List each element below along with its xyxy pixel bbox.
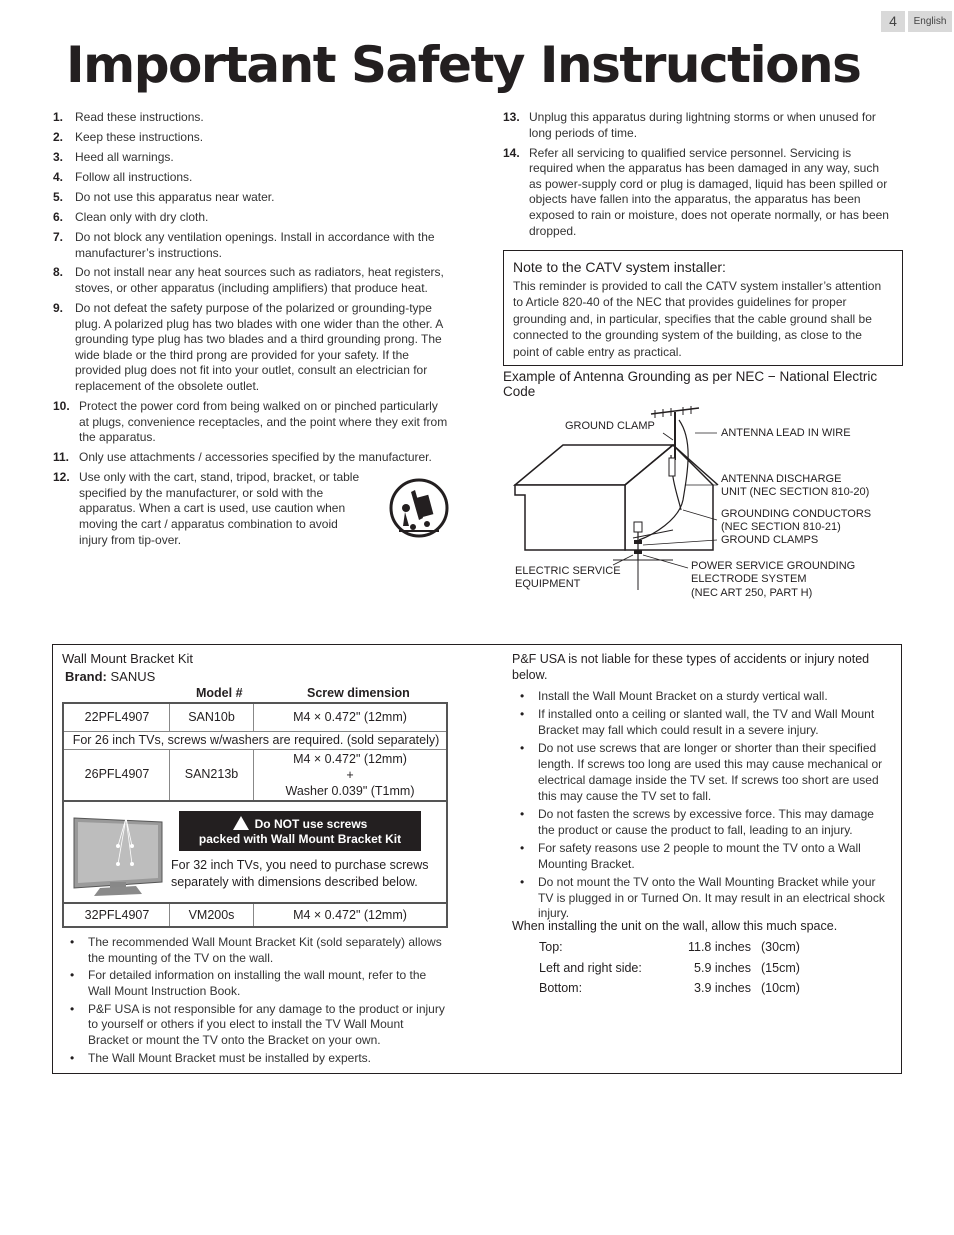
item-number: 10. bbox=[53, 399, 70, 414]
space-cm-bottom: (10cm) bbox=[761, 981, 800, 995]
list-item: • For detailed information on installing the wall mount, refer to the Wall Mount Instruction Book. bbox=[62, 968, 446, 999]
row3-screw: M4 × 0.472" (12mm) bbox=[293, 908, 407, 922]
label-power-3: (NEC ART 250, PART H) bbox=[691, 587, 813, 599]
item-text: Do not install near any heat sources such as radiators, heat registers, stoves, or other apparatus (including amplifiers) that produce heat. bbox=[75, 265, 444, 296]
row2-screw-2: Washer 0.039" (T1mm) bbox=[285, 784, 415, 798]
tv-back-illustration bbox=[70, 812, 166, 896]
item-number: 12. bbox=[53, 470, 70, 485]
item-text: Do not block any ventilation openings. Install in accordance with the manufacturer’s instructions. bbox=[75, 229, 435, 260]
list-item: • Do not fasten the screws by excessive force. This may damage the product or cause the product to fall, leading to an injury. bbox=[512, 807, 892, 839]
list-item bbox=[53, 470, 367, 548]
list-item bbox=[53, 110, 451, 126]
item-number: 2. bbox=[53, 129, 64, 144]
item-text: Keep these instructions. bbox=[75, 129, 204, 144]
label-electric-2: EQUIPMENT bbox=[515, 578, 581, 590]
item-number: 4. bbox=[53, 169, 64, 184]
page-number: 4 bbox=[881, 11, 905, 32]
liability-intro: P&F USA is not liable for these types of accidents or injury noted below. bbox=[512, 652, 870, 682]
item-number: 9. bbox=[53, 301, 64, 316]
item-number: 3. bbox=[53, 149, 64, 164]
item-number: 7. bbox=[53, 229, 64, 244]
warning-line-2: packed with Wall Mount Bracket Kit bbox=[198, 832, 402, 846]
item-text: Use only with the cart, stand, tripod, bracket, or table specified by the manufacturer, or sold with the apparatus. When a cart is used, use caution when moving the cart / apparatus combination to avoid injury from tip-over. bbox=[79, 470, 360, 547]
list-item: • Do not use screws that are longer or shorter than their specified length. If screws too long are used this may cause mechanical or electrical damage inside the TV set. If screws too short are used this may cause the TV set to fall. bbox=[512, 741, 892, 804]
note-32-inch: For 32 inch TVs, you need to purchase screws separately with dimensions described below. bbox=[171, 858, 429, 889]
list-item: • Do not mount the TV onto the Wall Mounting Bracket while your TV is plugged in or Turned On. It may result in an electrical shock injury. bbox=[512, 875, 892, 922]
item-text: Read these instructions. bbox=[75, 110, 204, 124]
row3-tv: 32PFL4907 bbox=[84, 908, 150, 922]
list-item bbox=[53, 399, 451, 446]
row2-screw-1: M4 × 0.472" (12mm) bbox=[293, 752, 407, 766]
col-model-header: Model # bbox=[196, 686, 243, 700]
label-power-2: ELECTRODE SYSTEM bbox=[691, 573, 807, 585]
list-item: • For safety reasons use 2 people to mount the TV onto a Wall Mounting Bracket. bbox=[512, 841, 892, 873]
label-ground-clamps: GROUND CLAMPS bbox=[721, 534, 819, 546]
catv-note-text: This reminder is provided to call the CATV system installer’s attention to Article 820-40 of the NEC that provides guidelines for proper grounding and, in particular, specifies that the cable ground shall be connected to the grounding system of the building, as close to the point of cable entry as practical. bbox=[513, 279, 882, 359]
catv-note-box bbox=[503, 250, 903, 366]
label-antenna-lead-in: ANTENNA LEAD IN WIRE bbox=[721, 427, 851, 439]
list-item: • If installed onto a ceiling or slanted wall, the TV and Wall Mount Bracket may fall which could result in a severe injury. bbox=[512, 707, 892, 739]
wall-mount-title: Wall Mount Bracket Kit bbox=[62, 651, 194, 666]
brand-label: Brand: bbox=[65, 669, 107, 684]
list-item bbox=[53, 130, 451, 146]
list-item bbox=[53, 210, 451, 226]
item-number: 13. bbox=[503, 110, 520, 124]
row1-screw: M4 × 0.472" (12mm) bbox=[293, 710, 407, 724]
instructions-list-right bbox=[503, 110, 895, 244]
item-text: Do not defeat the safety purpose of the polarized or grounding-type plug. A polarized plug has two blades with one wider than the other. A grounding type plug has two blades and a third grounding prong. The wide blade or the third prong are provided for your safety. If the provided plug does not fit into your outlet, consult an electrician for replacement of the obsolete outlet. bbox=[75, 301, 443, 394]
row2-model: SAN213b bbox=[184, 767, 239, 781]
list-item bbox=[53, 150, 451, 166]
label-power-1: POWER SERVICE GROUNDING bbox=[691, 560, 856, 572]
item-text: Only use attachments / accessories specified by the manufacturer. bbox=[79, 450, 432, 465]
page-title: Important Safety Instructions bbox=[66, 36, 861, 94]
space-inches-top: 11.8 inches bbox=[687, 940, 751, 954]
list-item: • Install the Wall Mount Bracket on a sturdy vertical wall. bbox=[512, 689, 892, 705]
label-conductors-1: GROUNDING CONDUCTORS bbox=[721, 508, 872, 520]
label-ground-clamp: GROUND CLAMP bbox=[565, 420, 655, 432]
space-label-sides: Left and right side: bbox=[539, 961, 642, 975]
row3-model: VM200s bbox=[188, 908, 235, 922]
wall-mount-brand bbox=[65, 669, 155, 684]
item-number: 11. bbox=[53, 450, 70, 465]
list-item: • The Wall Mount Bracket must be installed by experts. bbox=[62, 1051, 446, 1067]
item-text: Heed all warnings. bbox=[75, 149, 174, 164]
list-item bbox=[503, 146, 895, 240]
screw-warning-tag bbox=[179, 811, 421, 851]
item-text: Follow all instructions. bbox=[75, 169, 193, 184]
list-item bbox=[503, 110, 895, 141]
language-label: English bbox=[908, 11, 952, 32]
item-number: 1. bbox=[53, 110, 64, 124]
row2-plus: + bbox=[346, 768, 354, 782]
item-text: Unplug this apparatus during lightning storms or when unused for long periods of time. bbox=[529, 110, 876, 140]
item-text: Refer all servicing to qualified service personnel. Servicing is required when the apparatus has been damaged in any way, such as power-supply cord or plug is damaged, liquid has been spilled or objects have fallen into the apparatus, the apparatus has been exposed to rain or moisture, does not operate normally, or has been dropped. bbox=[529, 145, 889, 238]
item-number: 14. bbox=[503, 145, 520, 160]
label-electric-1: ELECTRIC SERVICE bbox=[515, 565, 621, 577]
item-text: Protect the power cord from being walked on or pinched particularly at plugs, convenience receptacles, and the point where they exit from the apparatus. bbox=[79, 399, 448, 445]
space-inches-sides: 5.9 inches bbox=[694, 961, 751, 975]
item-number: 5. bbox=[53, 189, 64, 204]
item-text: Do not use this apparatus near water. bbox=[75, 189, 275, 204]
label-conductors-2: (NEC SECTION 810-21) bbox=[721, 521, 841, 533]
row1-model: SAN10b bbox=[188, 710, 235, 724]
label-discharge-1: ANTENNA DISCHARGE bbox=[721, 473, 842, 485]
note-26-inch: For 26 inch TVs, screws w/washers are required. (sold separately) bbox=[72, 733, 440, 747]
cart-tip-over-warning-icon bbox=[389, 478, 449, 538]
list-item bbox=[53, 170, 451, 186]
space-label-top: Top: bbox=[539, 940, 563, 954]
catv-note-title: Note to the CATV system installer: bbox=[513, 259, 726, 275]
wall-mount-bullets bbox=[62, 935, 446, 1069]
list-item bbox=[53, 301, 451, 395]
space-intro: When installing the unit on the wall, allow this much space. bbox=[512, 919, 838, 933]
list-item: • P&F USA is not responsible for any damage to the product or injury to yourself or others if you elect to install the TV Wall Mount Bracket or mount the TV onto the Bracket on your own. bbox=[62, 1002, 446, 1049]
warning-line-1: Do NOT use screws bbox=[254, 817, 368, 831]
space-inches-bottom: 3.9 inches bbox=[694, 981, 751, 995]
space-cm-top: (30cm) bbox=[761, 940, 800, 954]
list-item bbox=[53, 265, 451, 296]
label-discharge-2: UNIT (NEC SECTION 810-20) bbox=[721, 486, 870, 498]
list-item: • The recommended Wall Mount Bracket Kit (sold separately) allows the mounting of the TV on the wall. bbox=[62, 935, 446, 966]
item-number: 8. bbox=[53, 265, 64, 280]
brand-value: SANUS bbox=[110, 669, 156, 684]
liability-bullets bbox=[512, 689, 892, 925]
space-cm-sides: (15cm) bbox=[761, 961, 800, 975]
list-item bbox=[53, 450, 451, 466]
row2-tv: 26PFL4907 bbox=[84, 767, 150, 781]
row1-tv: 22PFL4907 bbox=[84, 710, 150, 724]
col-screw-header: Screw dimension bbox=[307, 686, 410, 700]
item-text: Clean only with dry cloth. bbox=[75, 209, 209, 224]
list-item bbox=[53, 230, 451, 261]
space-label-bottom: Bottom: bbox=[539, 981, 583, 995]
antenna-grounding-title: Example of Antenna Grounding as per NEC − National Electric Code bbox=[503, 369, 878, 399]
warning-icon bbox=[233, 816, 249, 830]
item-number: 6. bbox=[53, 209, 64, 224]
list-item bbox=[53, 190, 451, 206]
